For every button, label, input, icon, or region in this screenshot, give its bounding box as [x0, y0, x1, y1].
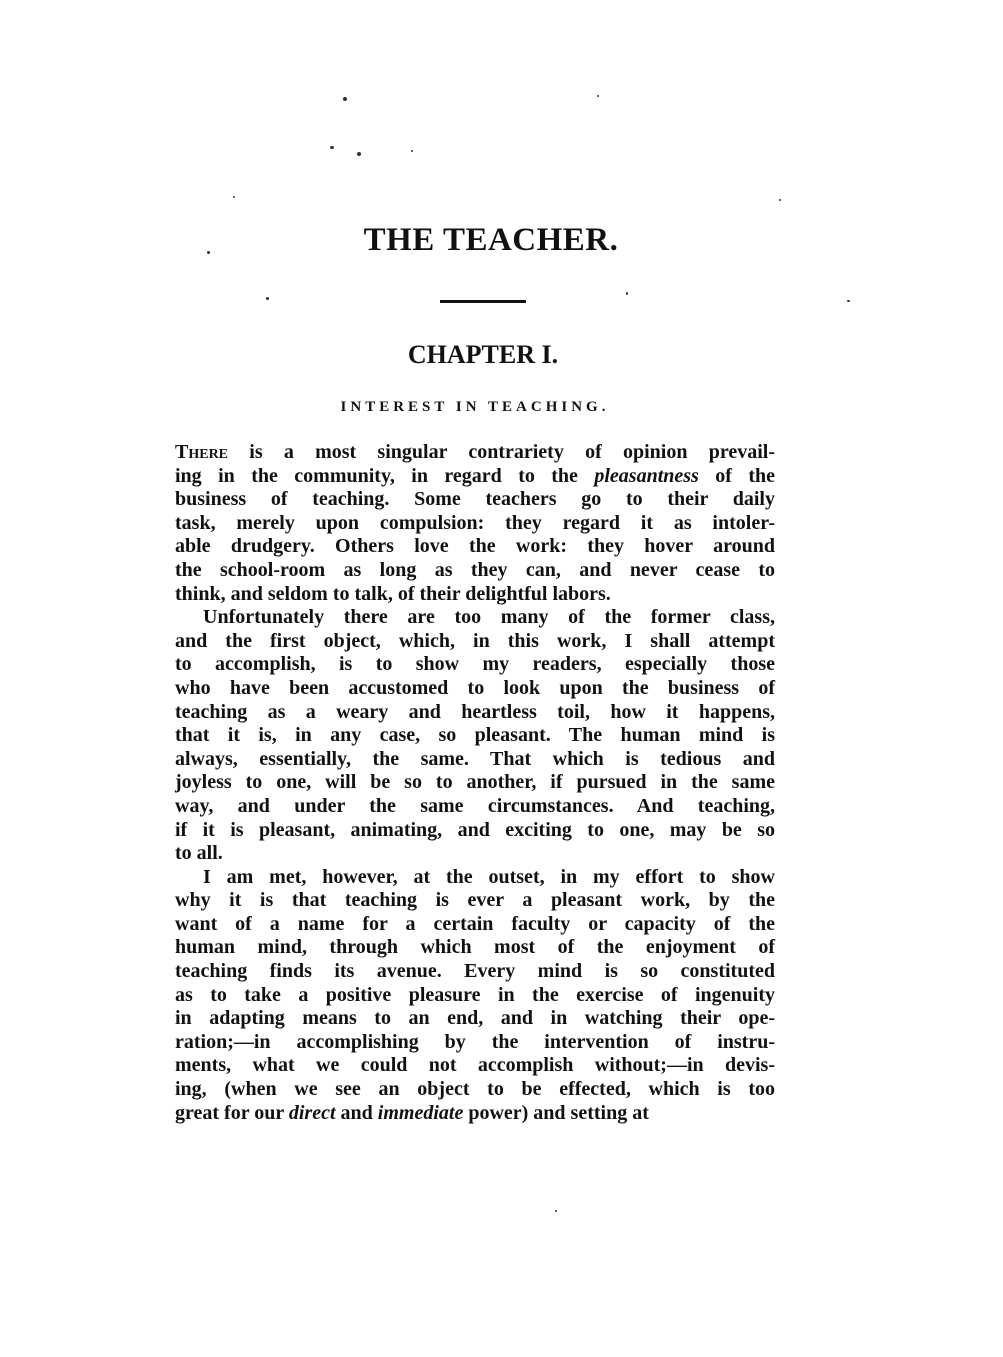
line-text: and — [335, 1101, 378, 1124]
line-text: teaching finds its avenue. Every mind is so constituted — [175, 960, 775, 983]
scan-speck — [207, 251, 210, 254]
text-line — [175, 630, 775, 654]
scan-speck — [847, 300, 850, 302]
line-text: that it is, in any case, so pleasant. The human mind is — [175, 724, 775, 747]
text-line — [175, 535, 775, 559]
scan-speck — [779, 199, 781, 201]
text-line — [175, 1102, 775, 1126]
scan-speck — [357, 152, 361, 156]
text-line — [175, 984, 775, 1008]
line-text: able drudgery. Others love the work: they hover around — [175, 535, 775, 558]
text-line — [175, 819, 775, 843]
line-text: great for our — [175, 1101, 289, 1124]
drop-word: There — [175, 441, 229, 463]
line-text: want of a name for a certain faculty or capacity of the — [175, 912, 775, 935]
text-line — [175, 512, 775, 536]
text-line — [175, 795, 775, 819]
italic-word: pleasantness — [594, 464, 699, 487]
text-line — [175, 1031, 775, 1055]
text-line — [175, 653, 775, 677]
text-line — [175, 701, 775, 725]
line-text: I am met, however, at the outset, in my effort to show — [203, 865, 775, 888]
line-text: as to take a positive pleasure in the exercise of ingenuity — [175, 983, 775, 1006]
italic-word: immediate — [377, 1101, 464, 1124]
scan-speck — [626, 292, 628, 295]
text-line — [175, 1078, 775, 1102]
scan-speck — [266, 297, 269, 300]
text-line — [175, 606, 775, 630]
line-text: ments, what we could not accomplish without;—in devis- — [175, 1054, 775, 1077]
chapter-subtitle: INTEREST IN TEACHING. — [340, 399, 610, 415]
line-text: power) and setting at — [463, 1101, 649, 1124]
text-line — [175, 913, 775, 937]
line-text: to accomplish, is to show my readers, especially those — [175, 653, 775, 676]
text-line — [175, 677, 775, 701]
title-rule — [440, 300, 526, 303]
line-text: business of teaching. Some teachers go to their daily — [175, 488, 775, 511]
text-line — [175, 1054, 775, 1078]
line-text: task, merely upon compulsion: they regard it as intoler- — [175, 511, 775, 534]
scan-speck — [411, 150, 413, 152]
line-text: way, and under the same circumstances. And teaching, — [175, 794, 775, 817]
line-text: is a most singular contrariety of opinion prevail- — [228, 441, 775, 463]
text-line — [175, 748, 775, 772]
line-text: in adapting means to an end, and in watching their ope- — [175, 1007, 775, 1030]
text-line — [175, 771, 775, 795]
text-line — [175, 960, 775, 984]
text-line — [175, 441, 775, 465]
line-text: human mind, through which most of the enjoyment of — [175, 936, 775, 959]
line-text: Unfortunately there are too many of the former class, — [203, 606, 775, 629]
body-text — [175, 441, 775, 1125]
scan-speck — [343, 97, 347, 101]
line-text: always, essentially, the same. That which is tedious and — [175, 747, 775, 770]
line-text: and the first object, which, in this work, I shall attempt — [175, 629, 775, 652]
italic-word: direct — [288, 1101, 336, 1124]
line-text: think, and seldom to talk, of their delightful labors. — [175, 582, 611, 605]
line-text: if it is pleasant, animating, and exciting to one, may be so — [175, 818, 775, 841]
line-text: ing, (when we see an object to be effected, which is too — [175, 1078, 775, 1101]
text-line — [175, 842, 775, 866]
line-text: ing in the community, in regard to the — [175, 464, 595, 487]
text-line — [175, 724, 775, 748]
line-text: the school-room as long as they can, and never cease to — [175, 558, 775, 581]
chapter-heading: CHAPTER I. — [407, 340, 559, 369]
line-text: of the — [698, 464, 775, 487]
line-text: to all. — [175, 842, 223, 865]
text-line — [175, 889, 775, 913]
scan-speck — [555, 1210, 557, 1212]
line-text: who have been accustomed to look upon the business of — [175, 676, 775, 699]
text-line — [175, 488, 775, 512]
book-title: THE TEACHER. — [363, 222, 619, 258]
line-text: teaching as a weary and heartless toil, how it happens, — [175, 700, 775, 723]
text-line — [175, 465, 775, 489]
line-text: why it is that teaching is ever a pleasant work, by the — [175, 889, 775, 912]
text-line — [175, 559, 775, 583]
scan-speck — [597, 95, 599, 97]
text-line — [175, 936, 775, 960]
line-text: joyless to one, will be so to another, if pursued in the same — [175, 771, 775, 794]
scan-speck — [330, 146, 334, 149]
text-line — [175, 583, 775, 607]
line-text: ration;—in accomplishing by the intervention of instru- — [175, 1030, 775, 1053]
text-line — [175, 866, 775, 890]
text-line — [175, 1007, 775, 1031]
scan-speck — [233, 196, 235, 198]
